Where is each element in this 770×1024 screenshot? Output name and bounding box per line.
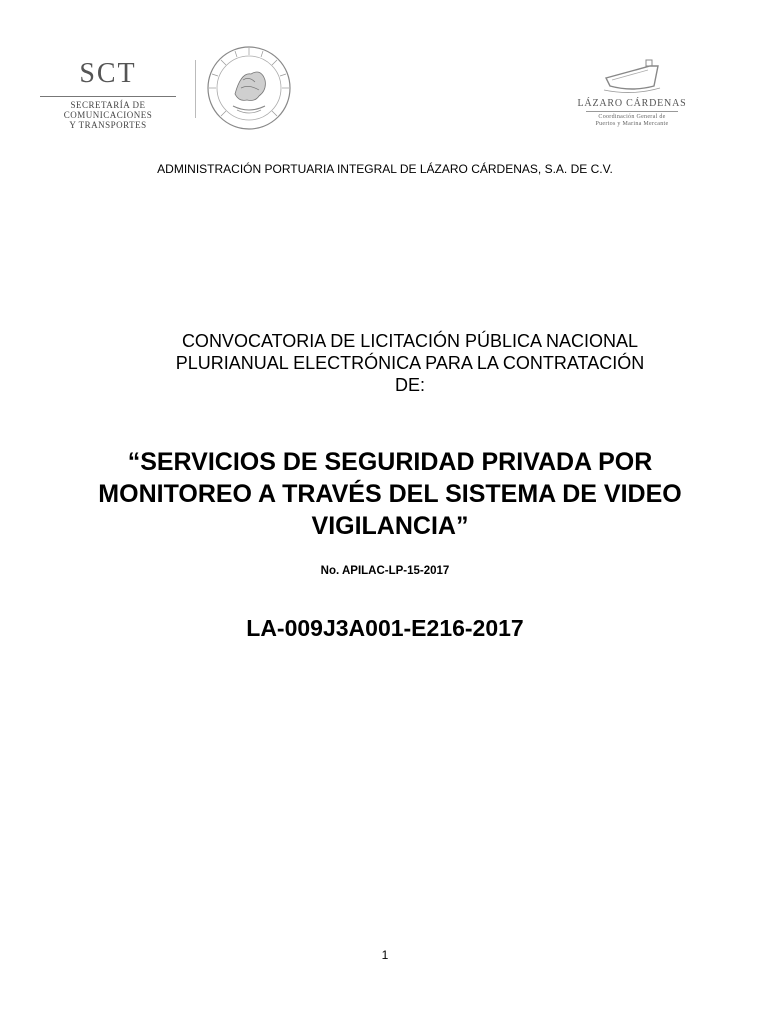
convocatoria-heading xyxy=(120,330,700,396)
tender-number: No. APILAC-LP-15-2017 xyxy=(320,565,450,577)
organization-name: ADMINISTRACIÓN PORTUARIA INTEGRAL DE LÁZARO CÁRDENAS, S.A. DE C.V. xyxy=(157,162,613,176)
lazaro-cardenas-logo-subtitle xyxy=(572,114,692,128)
lazaro-cardenas-logo-subtitle-line: Coordinación General de xyxy=(598,114,666,120)
convocatoria-line: PLURIANUAL ELECTRÓNICA PARA LA CONTRATACIÓN xyxy=(175,353,645,373)
mexican-seal-icon xyxy=(205,44,293,132)
service-title xyxy=(70,446,710,542)
sct-logo-title: SCT xyxy=(79,58,137,89)
procedure-code: LA-009J3A001-E216-2017 xyxy=(246,615,524,641)
logo-divider xyxy=(195,60,196,118)
sct-logo xyxy=(38,58,178,138)
sct-logo-subtitle xyxy=(38,100,178,130)
sct-logo-rule xyxy=(40,96,176,97)
lazaro-cardenas-logo xyxy=(572,56,692,134)
service-title-line: “SERVICIOS DE SEGURIDAD PRIVADA POR xyxy=(127,448,653,476)
ship-icon xyxy=(602,56,662,96)
lazaro-cardenas-logo-rule xyxy=(586,111,678,112)
sct-logo-subtitle-line: Y TRANSPORTES xyxy=(69,120,147,130)
convocatoria-line: CONVOCATORIA DE LICITACIÓN PÚBLICA NACIONAL xyxy=(181,331,639,351)
service-title-line: VIGILANCIA” xyxy=(311,512,469,540)
sct-logo-subtitle-line: COMUNICACIONES xyxy=(63,110,153,120)
lazaro-cardenas-logo-subtitle-line: Puertos y Marina Mercante xyxy=(595,121,669,127)
service-title-line: MONITOREO A TRAVÉS DEL SISTEMA DE VIDEO xyxy=(98,480,682,508)
sct-logo-subtitle-line: SECRETARÍA DE xyxy=(70,100,146,110)
page-number: 1 xyxy=(381,948,389,962)
convocatoria-line: DE: xyxy=(394,375,425,395)
lazaro-cardenas-logo-name: LÁZARO CÁRDENAS xyxy=(577,98,687,109)
